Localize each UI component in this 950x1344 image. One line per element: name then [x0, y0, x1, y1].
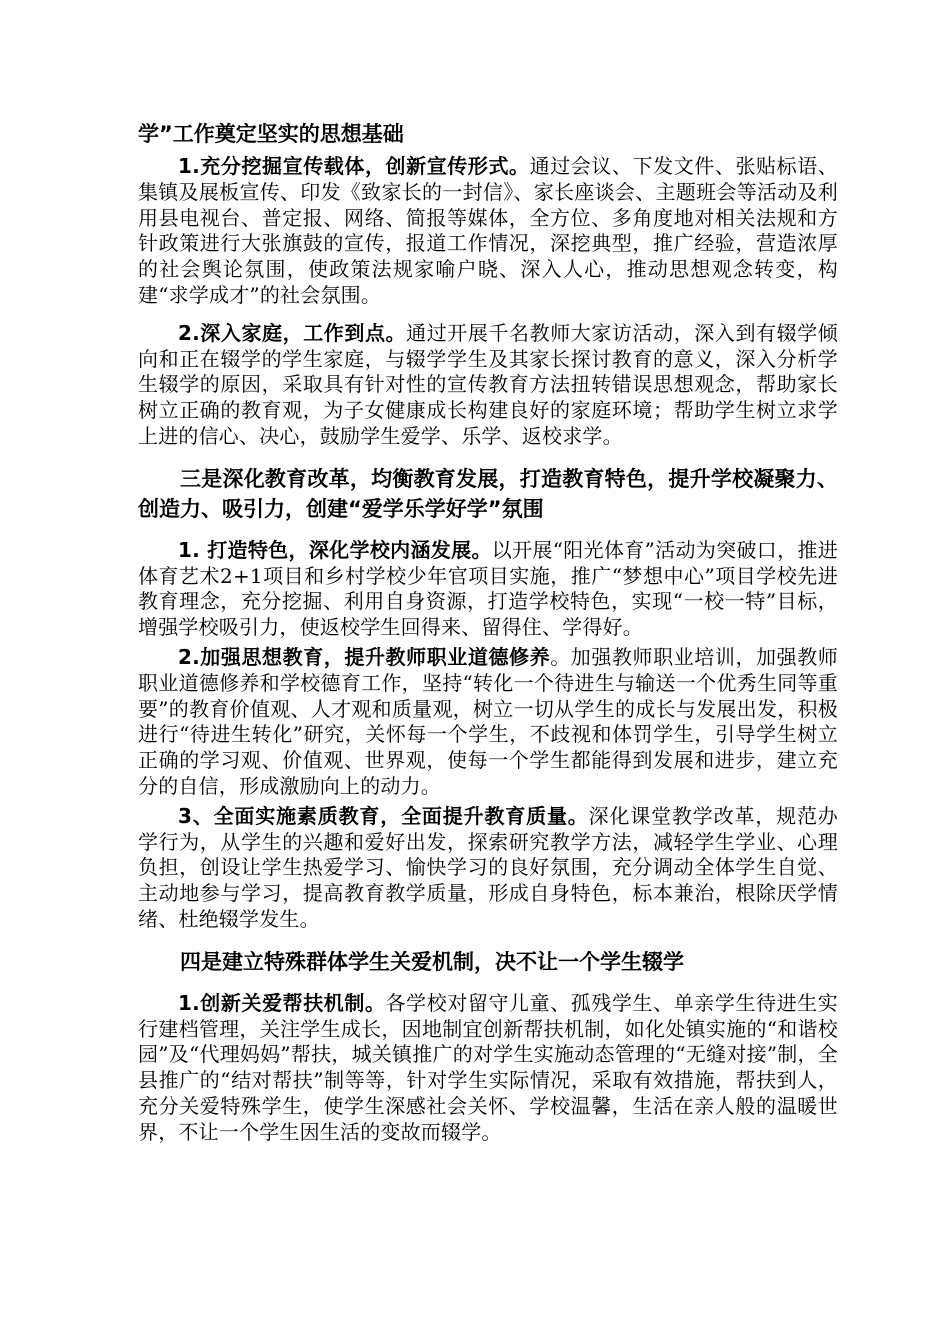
paragraph-lead: 3、全面实施素质教育，全面提升教育质量。: [178, 803, 589, 828]
paragraph-publicity: [138, 154, 838, 309]
paragraph-lead: 2.深入家庭，工作到点。: [178, 320, 407, 345]
section-three-heading: 三是深化教育改革，均衡教育发展，打造教育特色，提升学校凝聚力、创造力、吸引力，创建“爱学乐学好学”氛围: [138, 466, 838, 521]
paragraph-teacher-ethics: [138, 645, 838, 800]
paragraph-care-mechanism: [138, 991, 838, 1146]
paragraph-body: 。加强教师职业培训，加强教师职业道德修养和学校德育工作，坚持“转化一个待进生与输送一个优秀生同等重要”的教育价值观、人才观和质量观，树立一切从学生的成长与发展出发，积极进行“待进生转化”研究，关怀每一个学生，不歧视和体罚学生，引导学生树立正确的学习观、价值观、世界观，使每一个学生都能得到发展和进步，建立充分的自信，形成激励向上的动力。: [138, 644, 838, 798]
paragraph-lead: 2.加强思想教育，提升教师职业道德修养: [178, 644, 551, 669]
paragraph-body: 深化课堂教学改革，规范办学行为，从学生的兴趣和爱好出发，探索研究教学方法，减轻学生学业、心理负担，创设让学生热爱学习、愉快学习的良好氛围，充分调动全体学生自觉、主动地参与学习，提高教育教学质量，形成自身特色，标本兼治，根除厌学情绪、杜绝辍学发生。: [138, 803, 838, 931]
paragraph-lead: 1. 打造特色，深化学校内涵发展。: [178, 537, 492, 562]
paragraph-school-features: [138, 538, 838, 641]
paragraph-body: 通过开展千名教师大家访活动，深入到有辍学倾向和正在辍学的学生家庭，与辍学学生及其家长探讨教育的意义，深入分析学生辍学的原因，采取具有针对性的宣传教育方法扭转错误思想观念，帮助家长树立正确的教育观，为子女健康成长构建良好的家庭环境；帮助学生树立求学上进的信心、决心，鼓励学生爱学、乐学、返校求学。: [138, 320, 839, 448]
paragraph-body: 以开展“阳光体育”活动为突破口，推进体育艺术2+1项目和乡村学校少年官项目实施，推广“梦想中心”项目学校先进教育理念，充分挖掘、利用自身资源，打造学校特色，实现“一校一特”目标，增强学校吸引力，使返校学生回得来、留得住、学得好。: [138, 537, 838, 640]
paragraph-quality-education: [138, 804, 838, 933]
paragraph-home-visit: [138, 321, 838, 450]
paragraph-body: 通过会议、下发文件、张贴标语、集镇及展板宣传、印发《致家长的一封信》、家长座谈会、主题班会等活动及利用县电视台、普定报、网络、简报等媒体，全方位、多角度地对相关法规和方针政策进行大张旗鼓的宣传，报道工作情况，深挖典型，推广经验，营造浓厚的社会舆论氛围，使政策法规家喻户晓、深入人心，推动思想观念转变，构建“求学成才”的社会氛围。: [138, 154, 839, 307]
paragraph-lead: 1.充分挖掘宣传载体，创新宣传形式。: [178, 154, 530, 178]
continuation-heading: 学”工作奠定坚实的思想基础: [138, 122, 404, 146]
paragraph-body: 各学校对留守儿童、孤残学生、单亲学生待进生实行建档管理，关注学生成长，因地制宜创新帮扶机制，如化处镇实施的“和谐校园”及“代理妈妈”帮扶，城关镇推广的对学生实施动态管理的“无缝对接”制，全县推广的“结对帮扶”制等等，针对学生实际情况，采取有效措施，帮扶到人，充分关爱特殊学生，使学生深感社会关怀、学校温馨，生活在亲人般的温暖世界，不让一个学生因生活的变故而辍学。: [138, 990, 838, 1144]
section-four-heading: 四是建立特殊群体学生关爱机制，决不让一个学生辍学: [180, 949, 684, 974]
paragraph-lead: 1.创新关爱帮扶机制。: [178, 990, 386, 1015]
